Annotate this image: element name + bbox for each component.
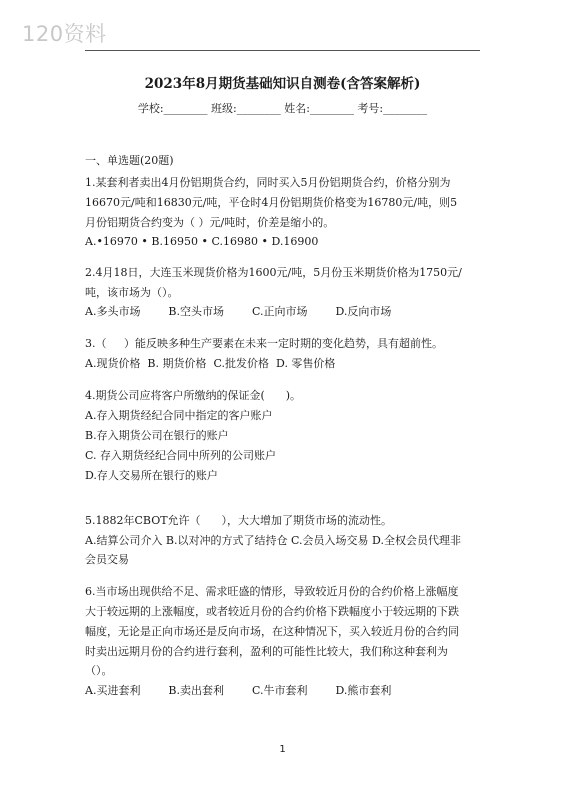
question-6-stem-line: 幅度，无论是正向市场还是反向市场，在这种情况下，买入较近月份的合约同 xyxy=(85,625,459,638)
question-5-stem-line: 5.1882年CBOT允许（ ），大大增加了期货市场的流动性。 xyxy=(85,514,393,527)
question-6-options: A.买进套利 B.卖出套利 C.牛市套利 D.熊市套利 xyxy=(85,684,392,697)
question-4-stem-line: 4.期货公司应将客户所缴纳的保证金( )。 xyxy=(85,389,302,402)
question-4-option-c: C. 存入期货经纪合同中所列的公司账户 xyxy=(85,449,277,462)
question-2-stem-line: 2.4月18日，大连玉米现货价格为1600元/吨，5月份玉米期货价格为1750元/ xyxy=(85,266,462,279)
section-heading: 一、单选题(20题) xyxy=(85,154,174,167)
question-4-option-b: B.存入期货公司在银行的账户 xyxy=(85,429,229,442)
question-2-stem-line: 吨，该市场为（）。 xyxy=(85,286,179,299)
question-3-options: A.现货价格 B. 期货价格 C.批发价格 D. 零售价格 xyxy=(85,357,336,370)
document-title: 2023年8月期货基础知识自测卷(含答案解析) xyxy=(144,76,421,92)
question-2-options: A.多头市场 B.空头市场 C.正向市场 D.反向市场 xyxy=(85,305,392,318)
student-info-line: 学校:________ 班级:________ 姓名:________ 考号:________ xyxy=(137,102,428,115)
question-3-stem-line: 3.（ ）能反映多种生产要素在未来一定时期的变化趋势，具有超前性。 xyxy=(85,337,443,350)
question-1-stem-line: 月份铝期货合约变为（ ）元/吨时，价差是缩小的。 xyxy=(85,216,335,229)
question-4-option-a: A.存入期货经纪合同中指定的客户账户 xyxy=(85,409,273,422)
question-1-stem-line: 16670元/吨和16830元/吨，平仓时4月份铝期货价格变为16780元/吨，则5 xyxy=(85,196,458,209)
page-number: 1 xyxy=(279,744,286,755)
question-1-stem-line: 1.某套利者卖出4月份铝期货合约，同时买入5月份铝期货合约，价格分别为 xyxy=(85,176,451,189)
watermark-logo: 120资料 xyxy=(22,22,107,46)
question-6-stem-line: 时卖出远期月份的合约进行套利，盈利的可能性比较大，我们称这种套利为 xyxy=(85,645,448,658)
question-6-stem-line: （）。 xyxy=(85,664,113,677)
question-6-stem-line: 6.当市场出现供给不足、需求旺盛的情形，导致较近月份的合约价格上涨幅度 xyxy=(85,585,459,598)
question-1-options: A.•16970 • B.16950 • C.16980 • D.16900 xyxy=(85,235,319,248)
question-4-option-d: D.存人交易所在银行的账户 xyxy=(85,469,218,482)
question-6-stem-line: 大于较远期的上涨幅度，或者较近月份的合约价格下跌幅度小于较远期的下跌 xyxy=(85,605,459,618)
question-5-options: 会员交易 xyxy=(85,553,129,566)
question-5-options: A.结算公司介入 B.以对冲的方式了结持仓 C.会员入场交易 D.全权会员代理非 xyxy=(85,534,461,547)
header-rule xyxy=(85,50,480,51)
